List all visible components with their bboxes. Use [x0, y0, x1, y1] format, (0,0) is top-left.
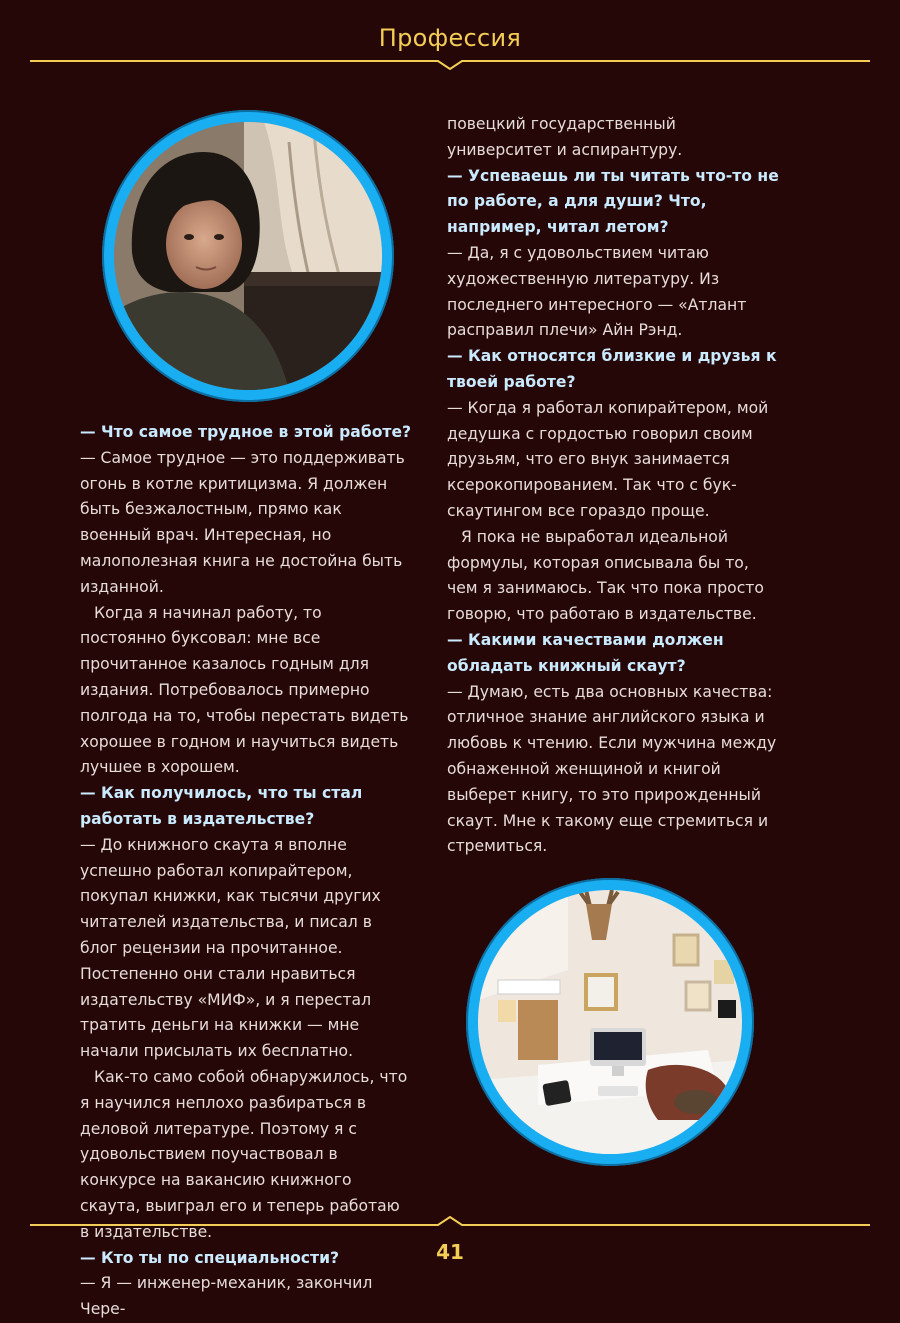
- answer-paragraph: — Да, я с удовольствием читаю художественную литературу. Из последнего интересного — «Атлант расправил плечи» Айн Рэнд.: [447, 243, 747, 340]
- answer-paragraph: — Когда я работал копирайтером, мой дедушка с гордостью говорил своим друзьям, что его внук занимается ксерокопированием. Так что с бук-скаутингом все гораздо проще.: [447, 398, 769, 520]
- header-divider: [30, 56, 870, 70]
- answer-paragraph: — Самое трудное — это поддерживать огонь в котле критицизма. Я должен быть безжалостным, прямо как военный врач. Интересная, но малополезная книга не достойна быть изданной.: [80, 448, 405, 596]
- room-photo-frame: [466, 878, 754, 1166]
- answer-paragraph: — Я — инженер-механик, закончил Чере-: [80, 1274, 373, 1319]
- question: — Успеваешь ли ты читать что-то не по работе, а для души? Что, например, читал летом?: [447, 166, 779, 237]
- question: — Что самое трудное в этой работе?: [80, 423, 412, 441]
- question: — Как относятся близкие и друзья к твоей работе?: [447, 347, 777, 391]
- section-title: Профессия: [378, 24, 522, 52]
- right-column: [447, 112, 780, 860]
- question: — Как получилось, что ты стал работать в издательстве?: [80, 784, 363, 828]
- room-photo: [478, 890, 742, 1154]
- answer-paragraph: — До книжного скаута я вполне успешно работал копирайтером, покупал книжки, как тысячи других читателей издательства, и писал в блог рецензии на прочитанное. Постепенно они стали нравиться издательству «МИФ», и я перестал тратить деньги на книжки — мне начали присылать их бесплатно.: [80, 835, 381, 1061]
- footer-divider: [30, 1216, 870, 1230]
- answer-paragraph: — Думаю, есть два основных качества: отличное знание английского языка и любовь к чтению. Если мужчина между обнаженной женщиной и книгой выберет книгу, то это прирожденный скаут. Мне к такому еще стремиться и стремиться.: [447, 682, 777, 856]
- answer-paragraph: Я пока не выработал идеальной формулы, которая описывала бы то, чем я занимаюсь. Так что пока просто говорю, что работаю в издательстве.: [447, 527, 764, 624]
- question: — Кто ты по специальности?: [80, 1248, 340, 1267]
- answer-paragraph: Как-то само собой обнаружилось, что я научился неплохо разбираться в деловой литературе. Поэтому я с удовольствием поучаствовал в конкурсе на вакансию книжного скаута, выиграл его и теперь работаю в издательстве.: [80, 1067, 408, 1241]
- portrait-photo-frame: [102, 110, 394, 402]
- question: — Какими качествами должен обладать книжный скаут?: [447, 630, 724, 675]
- answer-paragraph: Когда я начинал работу, то постоянно буксовал: мне все прочитанное казалось годным для издания. Потребовалось примерно полгода на то, чтобы перестать видеть хорошее в годном и научиться видеть лучшее в хорошем.: [80, 603, 409, 777]
- page-number: 41: [436, 1240, 464, 1264]
- answer-paragraph: повецкий государственный университет и аспирантуру.: [447, 115, 683, 159]
- left-column: [80, 420, 412, 1323]
- portrait-photo: [114, 122, 382, 390]
